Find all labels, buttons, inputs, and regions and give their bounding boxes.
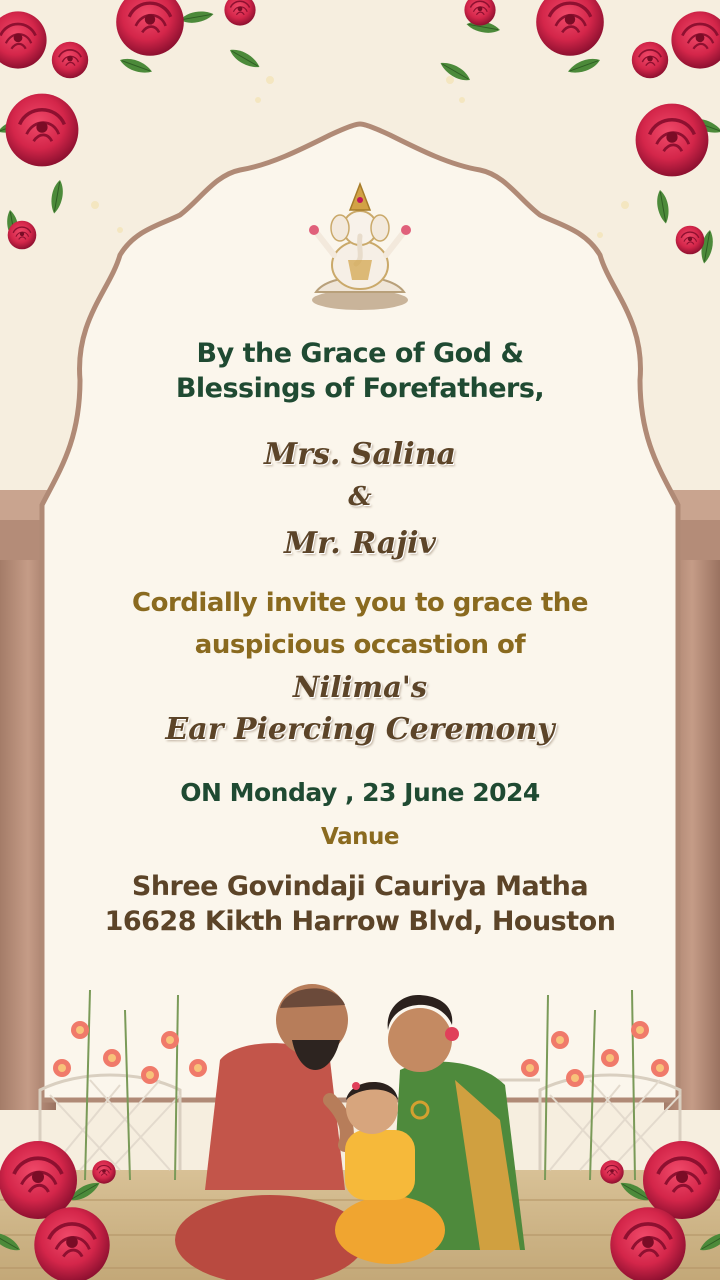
venue-name: Shree Govindaji Cauriya Matha	[131, 871, 589, 902]
blessing-line-2: Blessings of Forefathers,	[175, 373, 545, 404]
ceremony-title: Ear Piercing Ceremony	[165, 712, 555, 747]
venue-label: Vanue	[321, 824, 399, 850]
blessing-line-1: By the Grace of God &	[196, 338, 524, 369]
invite-line-2: auspicious occastion of	[194, 630, 526, 660]
venue-address: 16628 Kikth Harrow Blvd, Houston	[104, 906, 616, 937]
host-name-2: Mr. Rajiv	[284, 526, 436, 561]
invite-line-1: Cordially invite you to grace the	[132, 588, 588, 618]
child-name: Nilima's	[292, 670, 428, 704]
event-date: ON Monday , 23 June 2024	[180, 778, 540, 807]
host-name-1: Mrs. Salina	[264, 437, 456, 472]
host-ampersand: &	[348, 482, 372, 512]
